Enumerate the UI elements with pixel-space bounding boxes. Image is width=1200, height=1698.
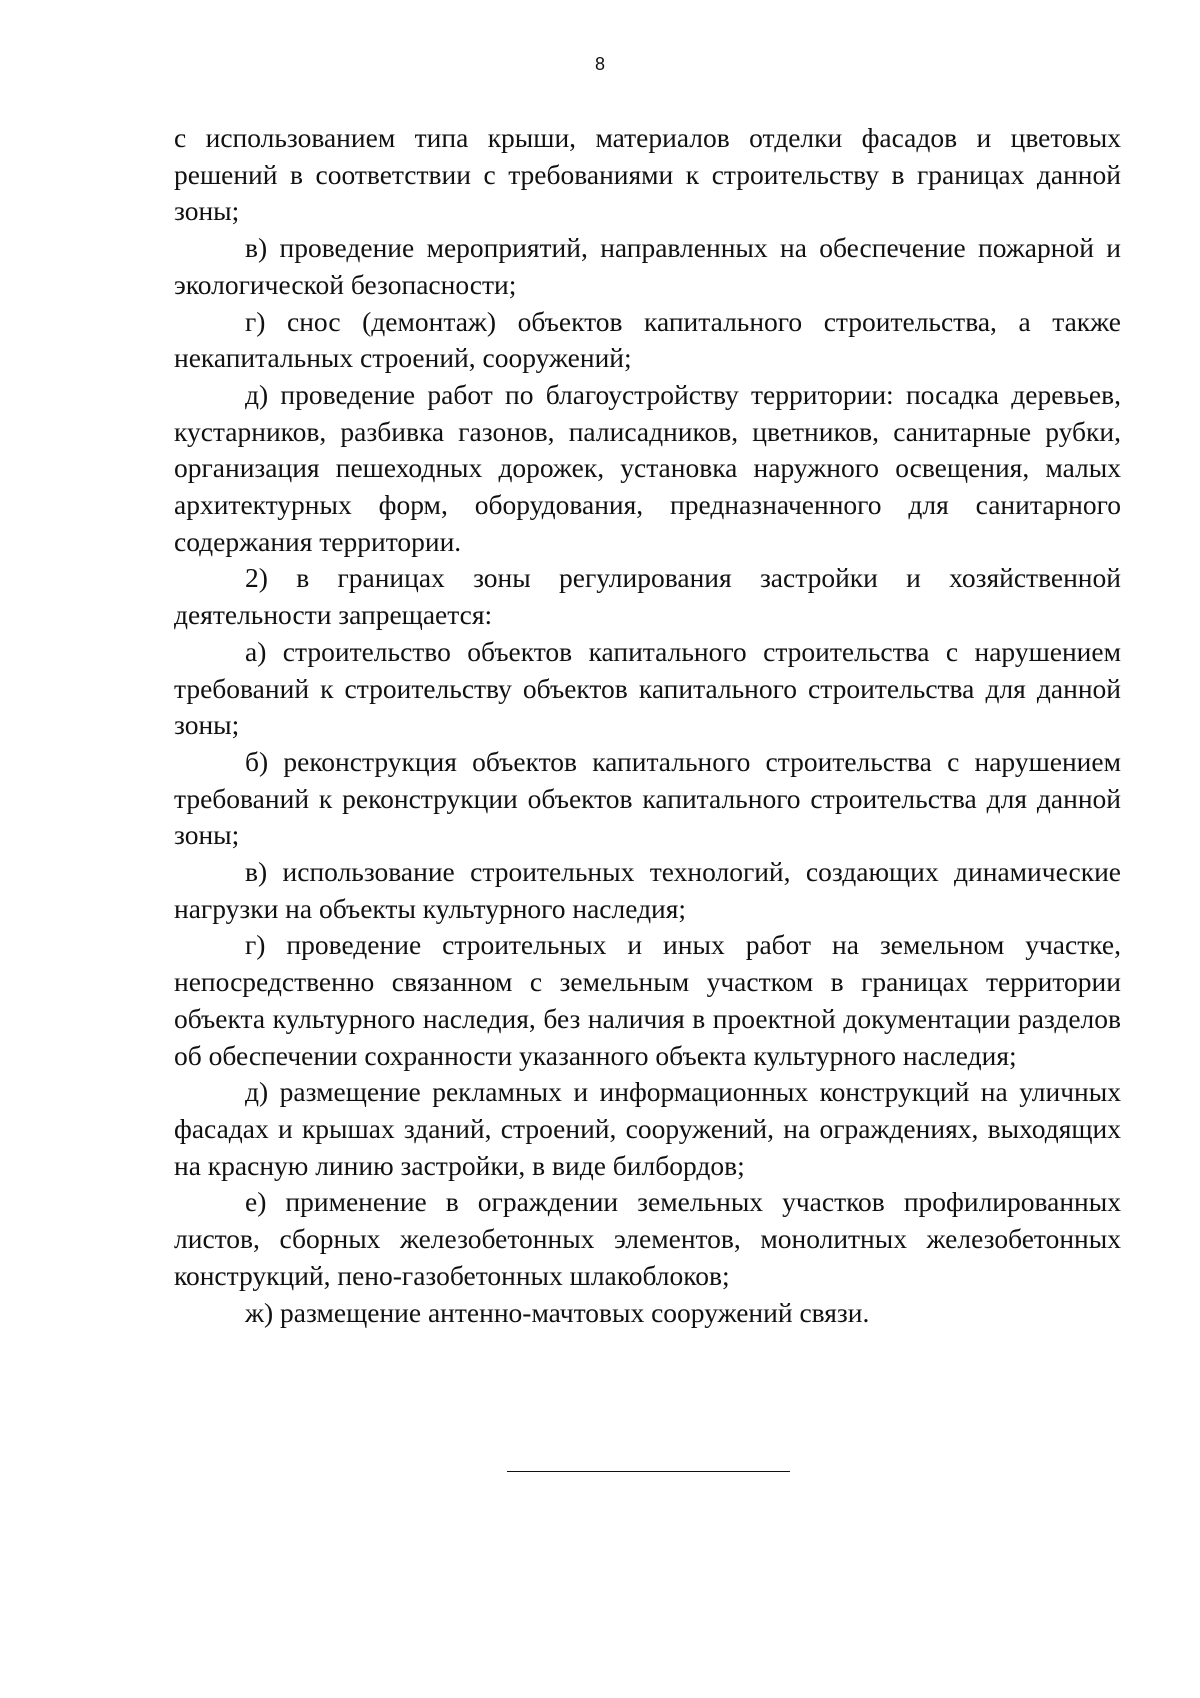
paragraph-item-zh: ж) размещение антенно-мачтовых сооружений связи. (245, 1296, 870, 1328)
document-body (174, 120, 1121, 1331)
paragraph-item-v: в) проведение мероприятий, направленных на обеспечение пожарной и экологической безопасности; (174, 232, 1121, 300)
end-divider-line (507, 1471, 790, 1472)
paragraph-continuation: с использованием типа крыши, материалов отделки фасадов и цветовых решений в соответствии с требованиями к строительству в границах данной зоны; (174, 122, 1121, 227)
paragraph-item-a: а) строительство объектов капитального строительства с нарушением требований к строительству объектов капитального строительства для данной зоны; (174, 635, 1121, 741)
paragraph-item-d-2: д) размещение рекламных и информационных конструкций на уличных фасадах и крышах зданий, строений, сооружений, на ограждениях, выходящих на красную линию застройки, в виде билбордов; (174, 1076, 1121, 1181)
paragraph-item-g: г) снос (демонтаж) объектов капитального строительства, а также некапитальных строений, сооружений; (174, 305, 1121, 374)
paragraph-item-b: б) реконструкция объектов капитального строительства с нарушением требований к реконструкции объектов капитального строительства для данной зоны; (174, 745, 1121, 851)
paragraph-item-d: д) проведение работ по благоустройству территории: посадка деревьев, кустарников, разбивка газонов, палисадников, цветников, санитарные рубки, организация пешеходных дорожек, установка наружного освещения, малых архитектурных форм, оборудования, предназначенного для санитарного содержания территории. (174, 378, 1121, 557)
paragraph-item-v-2: в) использование строительных технологий, создающих динамические нагрузки на объекты культурного наследия; (174, 856, 1121, 924)
paragraph-item-g-2: г) проведение строительных и иных работ на земельном участке, непосредственно связанном с земельным участком в границах территории объекта культурного наследия, без наличия в проектной документации разделов об обеспечении сохранности указанного объекта культурного наследия; (174, 929, 1121, 1071)
paragraph-item-e: е) применение в ограждении земельных участков профилированных листов, сборных железобетонных элементов, монолитных железобетонных конструкций, пено-газобетонных шлакоблоков; (174, 1186, 1121, 1291)
page-number: 8 (594, 54, 605, 74)
paragraph-section-2: 2) в границах зоны регулирования застройки и хозяйственной деятельности запрещается: (174, 562, 1121, 631)
